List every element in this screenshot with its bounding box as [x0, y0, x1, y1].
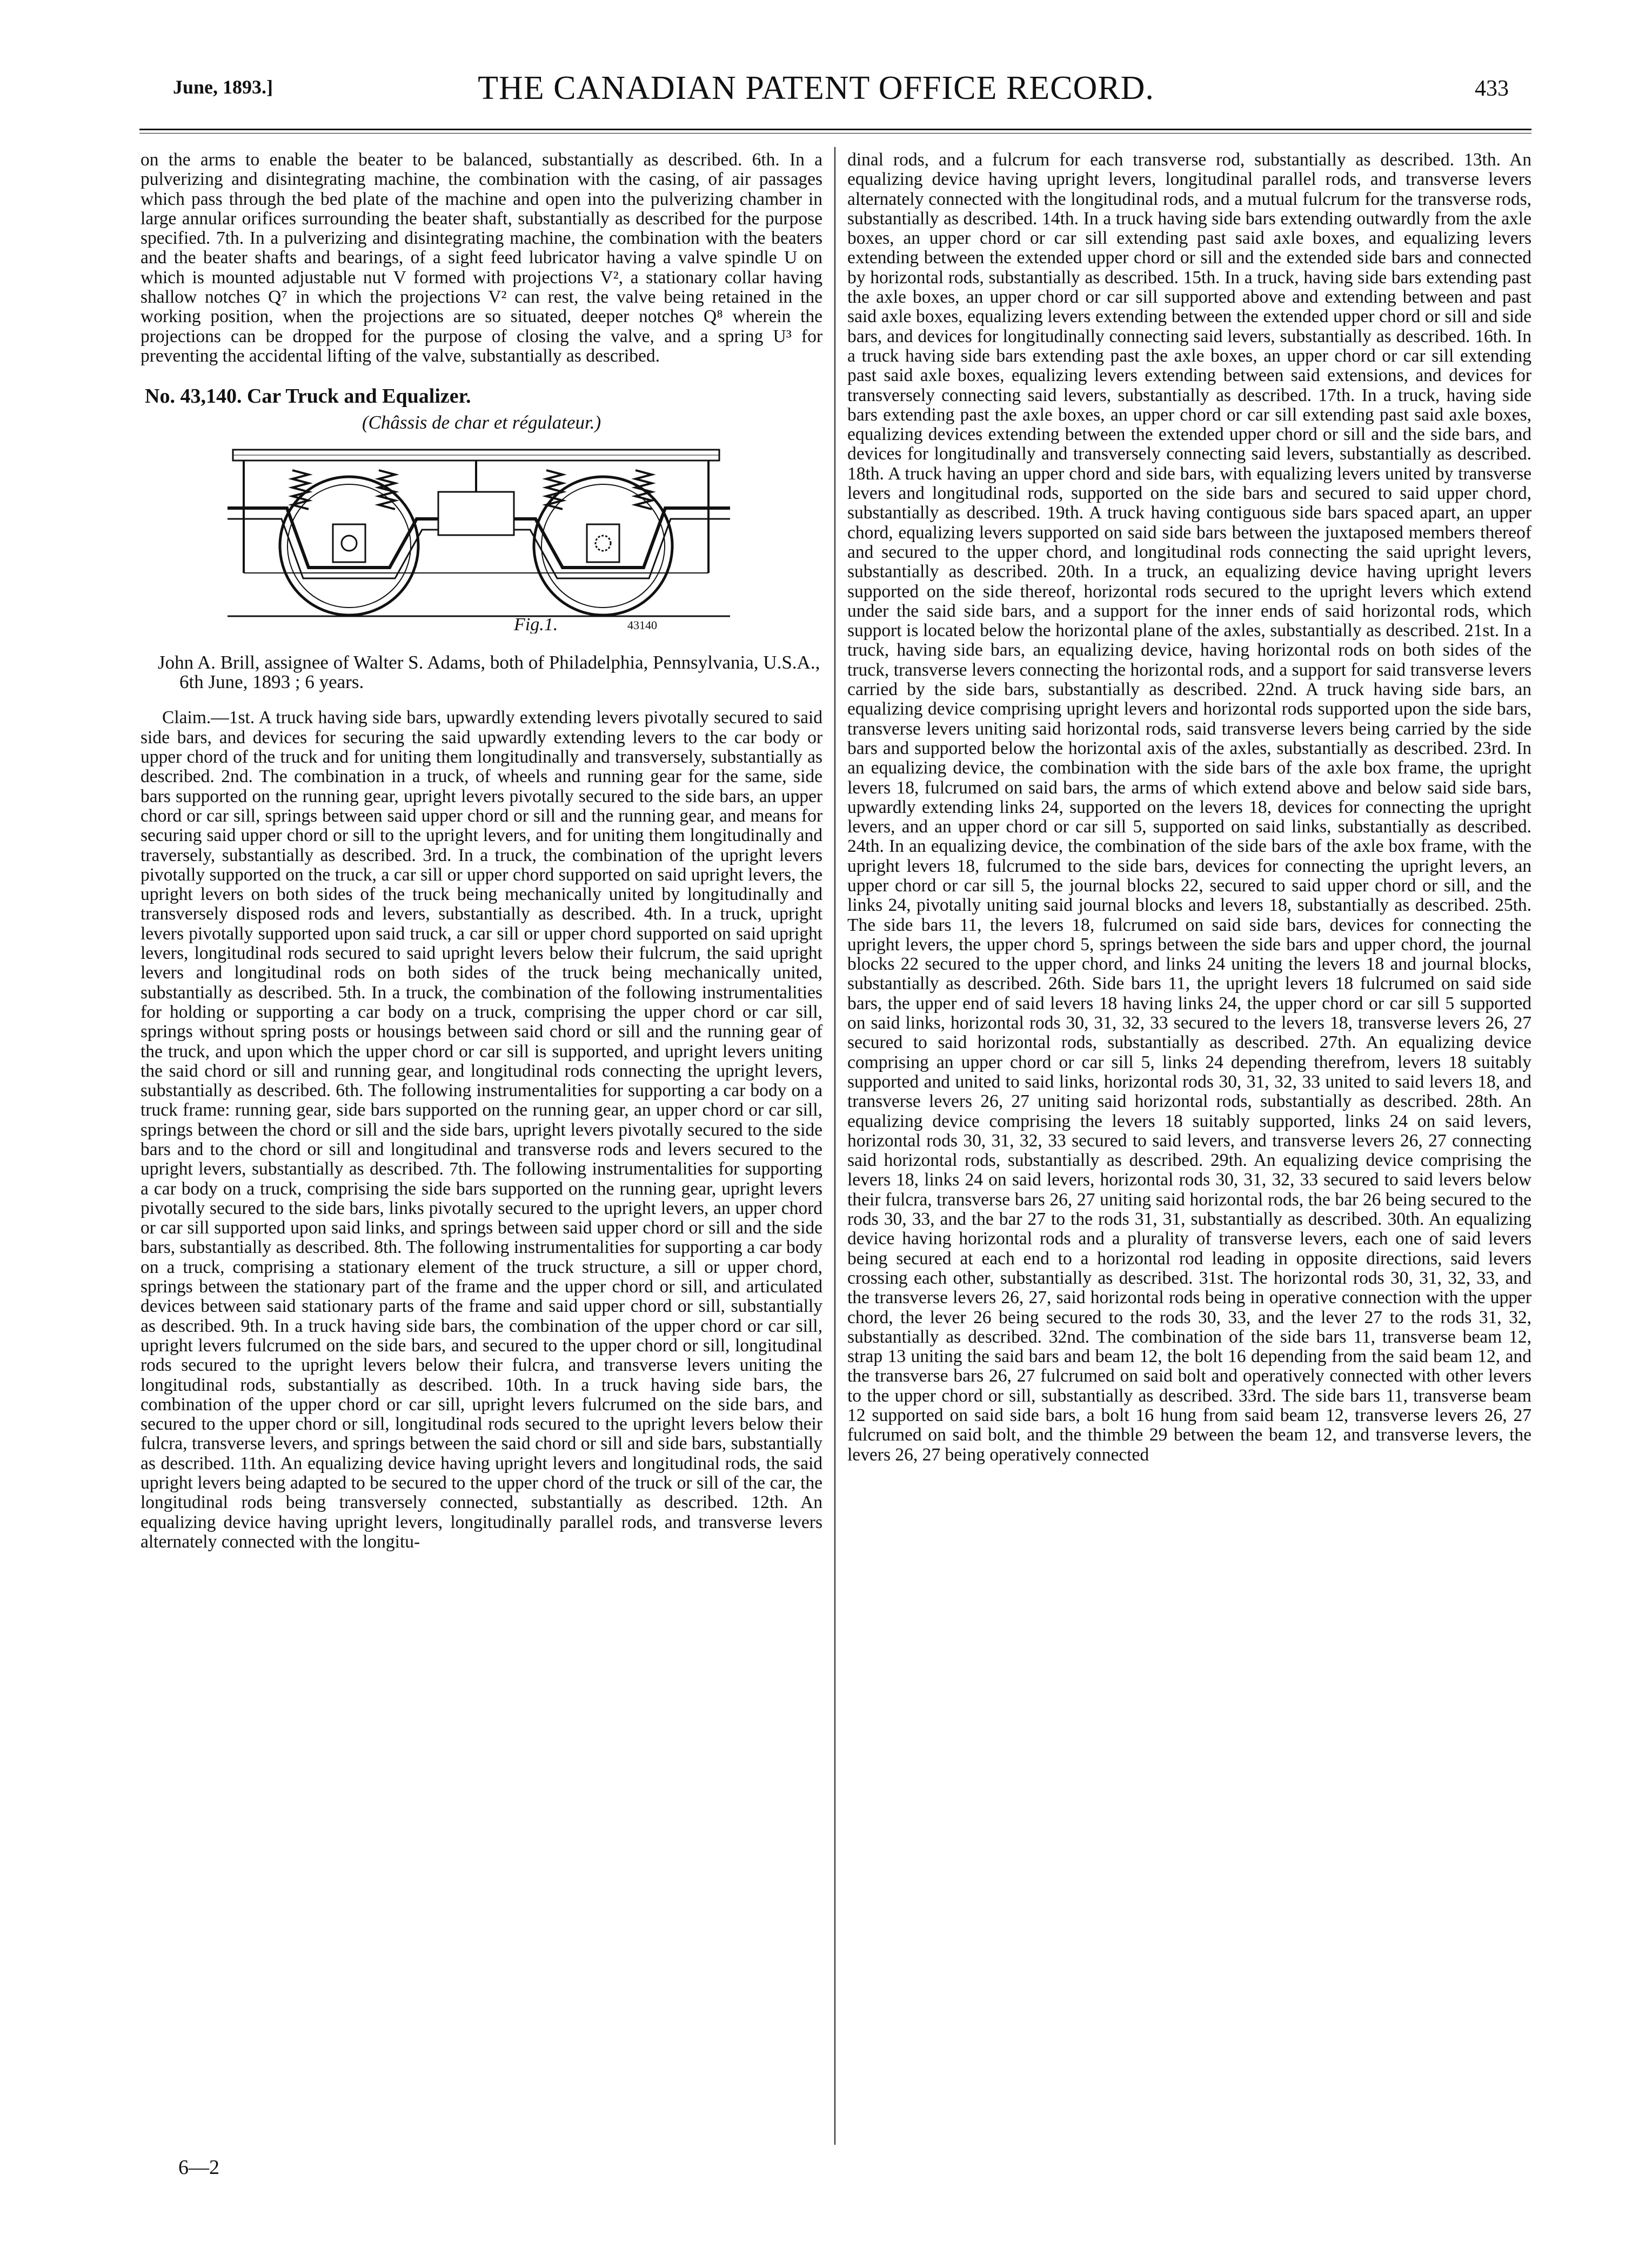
header-rule	[139, 129, 1531, 130]
claims-paragraph: Claim.—1st. A truck having side bars, upwardly extending levers pivotally secured to said side bars, and devices for securing the said upwardly extending levers to the car body or upper chord of the truck and for uniting them longitudinally and transversely, substantially as described. 2nd. The combination in a truck, of wheels and running gear for the same, side bars supported on the running gear, upright levers pivotally secured to the side bars, an upper chord or car sill, springs between said upper chord or sill and the running gear, and means for securing said upper chord or sill to the upright levers, and for uniting them longitudinally and traversely, substantially as described. 3rd. In a truck, the combination of the upright levers pivotally supported on the truck, a car sill or upper chord supported on said upright levers, the upright levers on both sides of the truck being mechanically united by longitudinally and transversely disposed rods and levers, substantially as described. 4th. In a truck, upright levers pivotally supported upon said truck, a car sill or upper chord supported on said upright levers, longitudinal rods secured to said upright levers below their fulcrum, the said upright levers and longitudinal rods on both sides of the truck being mechanically united, substantially as described. 5th. In a truck, the combination of the following instrumentalities for holding or supporting a car body on a truck, comprising the upper chord or car sill, springs without spring posts or housings between said chord or sill and the running gear of the truck, and upon which the upper chord or car sill is supported, and upright levers uniting the said chord or sill and running gear, and longitudinal rods connecting the upright levers, substantially as described. 6th. The following instrumentalities for supporting a car body on a truck frame: running gear, side bars supported on the running gear, an upper chord or car sill, springs between the chord or sill and the side bars, upright levers pivotally secured to the side bars and to the chord or sill and longitudinal and transverse rods and levers secured to the upright levers, substantially as described. 7th. The following instrumentalities for supporting a car body on a truck, comprising the side bars supported on the running gear, upright levers pivotally secured to the side bars, links pivotally secured to the upright levers, an upper chord or car sill supported upon said links, and springs between said upper chord or sill and the side bars, substantially as described. 8th. The following instrumentalities for supporting a car body on a truck, comprising a stationary element of the truck structure, a sill or upper chord, springs between the stationary part of the frame and the upper chord or sill, and articulated devices between said stationary parts of the frame and said upper chord or sill, substantially as described. 9th. In a truck having side bars, the combination of the upper chord or car sill, upright levers fulcrumed on the side bars, and secured to the upper chord or sill, longitudinal rods secured to the upright levers below their fulcra, and transverse levers uniting the longitudinal rods, substantially as described. 10th. In a truck having side bars, the combination of the upper chord or car sill, upright levers fulcrumed on the side bars, and secured to the upper chord or sill, longitudinal rods secured to the upright levers below their fulcra, transverse levers, and springs between the said chord or sill and side bars, substantially as described. 11th. An equalizing device having upright levers and longitudinal rods, the said upright levers being adapted to be secured to the upper chord of the truck or sill of the car, the longitudinal rods being transversely connected, substantially as described. 12th. An equalizing device having upright levers, longitudinally parallel rods, and transverse levers alternately connected with the longitu-	[141, 708, 822, 1552]
page-header	[0, 0, 1632, 141]
column-divider	[834, 147, 835, 2145]
inventor-line: John A. Brill, assignee of Walter S. Adams, both of Philadelphia, Pennsylvania, U.S.A., 6th June, 1893 ; 6 years.	[158, 651, 820, 693]
figure-caption: Fig.1.	[514, 614, 558, 633]
patent-subtitle: (Châssis de char et régulateur.)	[362, 411, 601, 433]
publication-title: THE CANADIAN PATENT OFFICE RECORD.	[478, 70, 1154, 106]
continuation-paragraph: on the arms to enable the beater to be balanced, substantially as described. 6th. In a pulverizing and disintegrating machine, the combination with the casing, of air passages which pass through the bed plate of the machine and open into the pulverizing chamber in large annular orifices surrounding the beater shaft, substantially as described for the purpose specified. 7th. In a pulverizing and disintegrating machine, the combination with the beaters and the beater shafts and bearings, of a sight feed lubricator having a valve spindle U on which is mounted adjustable nut V formed with projections V², a stationary collar having shallow notches Q⁷ in which the projections V² can rest, the valve being retained in the working position, when the projections are so situated, deeper notches Q⁸ wherein the projections can be dropped for the purpose of closing the valve, and a spring U³ for preventing the accidental lifting of the valve, substantially as described.	[141, 150, 822, 366]
right-column	[847, 150, 1531, 1465]
figure-number: 43140	[627, 618, 657, 632]
patent-heading: No. 43,140. Car Truck and Equalizer.	[145, 385, 471, 408]
page-number: 433	[1475, 76, 1509, 101]
car-truck-figure	[211, 438, 752, 633]
signature-mark: 6—2	[178, 2156, 219, 2179]
header-rule-thin	[139, 133, 1531, 134]
right-column-text: dinal rods, and a fulcrum for each transverse rod, substantially as described. 13th. An equalizing device having upright levers, longitudinal parallel rods, and transverse levers alternately connected with the longitudinal rods, and a mutual fulcrum for the transverse rods, substantially as described. 14th. In a truck having side bars extending outwardly from the axle boxes, an upper chord or car sill extending past said axle boxes, and equalizing levers extending between the extended upper chord or sill and the extended side bars and connected by horizontal rods, substantially as described. 15th. In a truck, having side bars extending past the axle boxes, an upper chord or car sill supported above and extending between and past said axle boxes, equalizing levers extending between the extended upper chord or sill and side bars, and devices for longitudinally connecting said levers, substantially as described. 16th. In a truck having side bars extending past the axle boxes, an upper chord or car sill extending past said axle boxes, equalizing levers extending between said extensions, and devices for transversely connecting said levers, substantially as described. 17th. In a truck, having side bars extending past the axle boxes, an upper chord or car sill extending past said axle boxes, equalizing devices extending between the extended upper chord or sill and the side bars, and devices for longitudinally and transversely connecting said levers, substantially as described. 18th. A truck having an upper chord and side bars, with equalizing levers united by transverse levers and longitudinal rods, supported on the side bars and secured to said upper chord, substantially as described. 19th. A truck having contiguous side bars spaced apart, an upper chord, equalizing levers supported on said side bars between the juxtaposed members thereof and secured to the upper chord, and longitudinal rods connecting the said upright levers, substantially as described. 20th. In a truck, an equalizing device having upright levers supported on the side thereof, horizontal rods secured to the upright levers which extend under the said side bars, and a support for the inner ends of said horizontal rods, which support is located below the horizontal plane of the axles, substantially as described. 21st. In a truck, having side bars, an equalizing device, having horizontal rods on both sides of the truck, transverse levers connecting the horizontal rods, and a support for said transverse levers carried by the side bars, substantially as described. 22nd. A truck having side bars, an equalizing device comprising upright levers and horizontal rods supported upon the side bars, transverse levers uniting said horizontal rods, said transverse levers being carried by the side bars and supported below the horizontal axis of the axles, substantially as described. 23rd. In an equalizing device, the combination with the side bars of the axle box frame, the upright levers 18, fulcrumed on said bars, the arms of which extend above and below said side bars, upwardly extending links 24, supported on the levers 18, devices for connecting the upright levers, and an upper chord or car sill 5, supported on said links, substantially as described. 24th. In an equalizing device, the combination of the side bars of the axle box frame, with the upright levers 18, fulcrumed to the side bars, devices for connecting the upright levers, an upper chord or car sill 5, the journal blocks 22, secured to said upper chord or sill, and the links 24, pivotally uniting said journal blocks and levers 18, substantially as described. 25th. The side bars 11, the levers 18, fulcrumed on said side bars, devices for connecting the upright levers, the upper chord 5, springs between the side bars and upper chord, the journal blocks 22 secured to the upper chord, and links 24 uniting the levers 18 and journal blocks, substantially as described. 26th. Side bars 11, the upright levers 18 fulcrumed on said side bars, the upper end of said levers 18 having links 24, the upper chord or car sill 5 supported on said links, horizontal rods 30, 31, 32, 33 secured to the levers 18, transverse levers 26, 27 secured to said horizontal rods, substantially as described. 27th. An equalizing device comprising an upper chord or car sill 5, links 24 depending therefrom, levers 18 suitably supported and united to said links, horizontal rods 30, 31, 32, 33 united to said levers 18, and transverse levers 26, 27 uniting said horizontal rods, substantially as described. 28th. An equalizing device comprising the levers 18 suitably supported, links 24 on said levers, horizontal rods 30, 31, 32, 33 secured to said levers, and transverse levers 26, 27 connecting said horizontal rods, substantially as described. 29th. An equalizing device comprising the levers 18, links 24 on said levers, horizontal rods 30, 31, 32, 33 secured to said levers below their fulcra, transverse bars 26, 27 uniting said horizontal rods, the bar 26 being secured to the rods 30, 33, and the bar 27 to the rods 31, 31, substantially as described. 30th. An equalizing device having horizontal rods and a plurality of transverse levers, each one of said levers being secured at each end to a horizontal rod leading in opposite directions, said levers crossing each other, substantially as described. 31st. The horizontal rods 30, 31, 32, 33, and the transverse levers 26, 27, said horizontal rods being in operative connection with the upper chord, the lever 26 being secured to the rods 30, 33, and the lever 27 to the rods 31, 32, substantially as described. 32nd. The combination of the side bars 11, transverse beam 12, strap 13 uniting the said bars and beam 12, the bolt 16 depending from the said beam 12, and the transverse bars 26, 27 fulcrumed on said bolt and operatively connected with other levers to the upper chord or sill, substantially as described. 33rd. The side bars 11, transverse beam 12 supported on said side bars, a bolt 16 hung from said beam 12, transverse levers 26, 27 fulcrumed on said bolt, and the thimble 29 between the beam 12, and transverse levers, the levers 26, 27 being operatively connected	[847, 150, 1531, 1465]
issue-date: June, 1893.]	[173, 76, 273, 98]
left-column	[141, 150, 822, 1552]
